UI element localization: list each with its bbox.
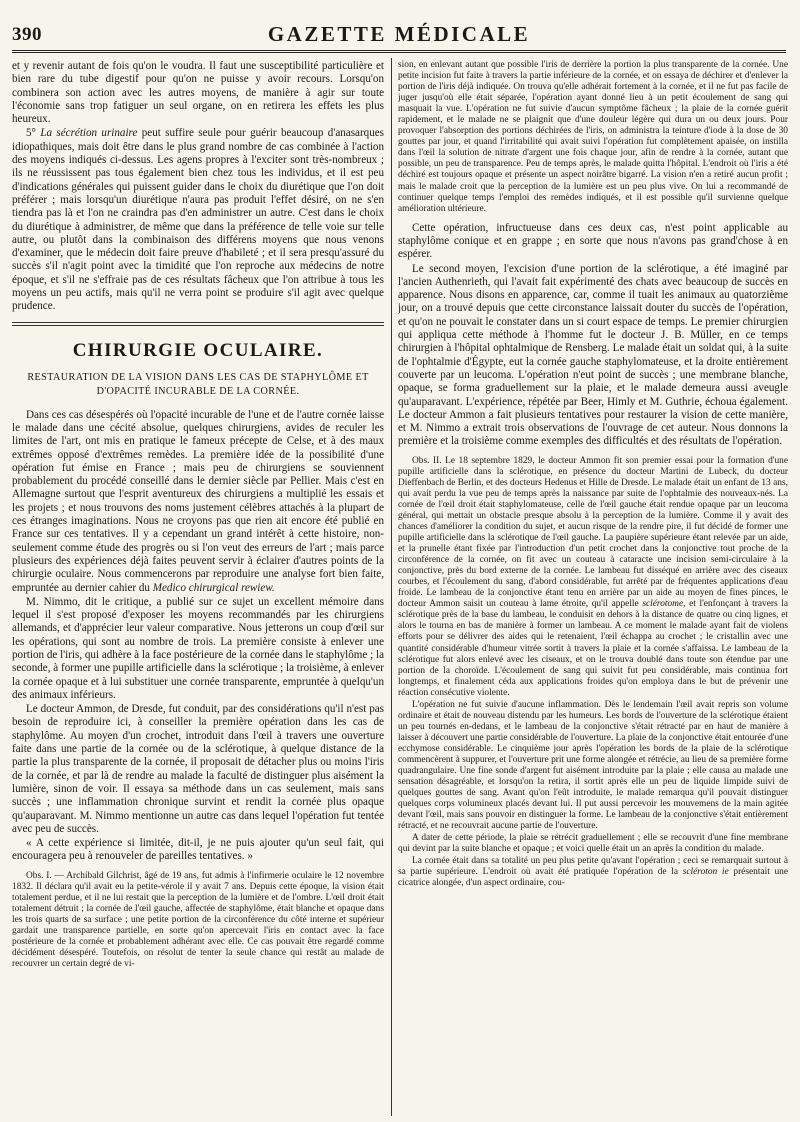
header-rule [12, 50, 786, 53]
italic-term: sclérotome, [642, 599, 686, 610]
observation-2-paragraph [398, 856, 788, 889]
journal-title: GAZETTE MÉDICALE [267, 22, 531, 46]
right-column [398, 60, 788, 1116]
paragraph-text: Obs. II. Le 18 septembre 1829, le docteur Ammon fit son premier essai pour la formation d'une pupille artificielle dans la sclérotique, en présence du docteur Martini de Lubeck, du docteur Dieffenbach de Berlin, et des docteurs Hedenus et Hille de Dresde. Le malade était un enfant de 13 ans, qui avait perdu la vue peu de temps après la naissance par suite de l'ophtalmie des nouveaux-nés. La cornée de l'œil droit était staphylomateuse, celle de l'œil gauche était rendue opaque par un leucoma général, qui mettait un obstacle presque absolu à la perception de la lumière. Comme il y avait des chances d'améliorer la condition du sujet, et aucun risque de la rendre pire, il fut décidé de former une pupille artificielle dans la sclérotique de l'œil gauche. La paupière supérieure étant relevée par un aide, et la prunelle étant fixée par l'introduction d'un petit crochet dans la conjonctive tout proche de la circonférence de la cornée, on fit avec un couteau à cataracte une incision semi-circulaire à la conjonctive, près du bord externe de la cornée. Le lambeau fut disséqué en arrière avec des ciseaux courbes, et l'écoulement du sang, d'abord considérable, fut arrêté par de fréquentes applications d'eau froide. Le lambeau de la conjonctive étant tenu en arrière par un aide au moyen de fines pinces, le docteur Ammon saisit un couteau à lame étroite, qu'il appelle [398, 455, 788, 610]
observation-1-continued: sion, en enlevant autant que possible l'iris de derrière la portion la plus transparente de la cornée. Une petite incision fut faite à travers la partie inférieure de la cornée, et on essaya de déchirer et d'enlever la portion de l'iris déjà indiquée. On trouva qu'elle adhérait fortement à la cornée, et il ne fut pas facile de juger jusqu'où elle était séparée, l'opération ayant donné lieu à un petit écoulement de sang qui masquait la vue. L'opération ne fut suivie d'aucun symptôme fâcheux ; la plaie de la cornée guérit rapidement, et le malade ne se plaignit que d'une douleur légère qui dura un ou deux jours. Pour provoquer l'absorption des portions déchirées de l'iris, on administra la teinture d'iode à la dose de 30 gouttes par jour, et quand l'irritabilité qui avait suivi l'opération fut complètement apaisée, on instilla dans l'œil la solution de nitrate d'argent une fois chaque jour, afin de rendre à la cornée, autant que possible, un peu de transparence. Peu de temps après, le malade quitta l'hôpital. L'endroit où l'iris a été déchiré est toujours opaque et présente un aspect noirâtre bigarré. La vision n'en a retiré aucun profit ; mais le malade croit que la perception de la lumière est un peu plus vive. On lui a recommandé de continuer quelque temps l'emploi des remèdes indiqués, et il est possible qu'il survienne quelque amélioration ultérieure. [398, 60, 788, 214]
paragraph: Le second moyen, l'excision d'une portion de la sclérotique, a été imaginé par l'ancien Authenrieth, qui l'avait fait expérimenté des chats avec beaucoup de succès en apparence. Nous disons en apparence, car, comme il tuait les animaux au quatorzième jour, on a trouvé depuis que cette circonstance laissait douter du succès de l'opération, et qu'on ne pouvait le constater dans un si court espace de temps. Le premier chirurgien qui appliqua cette méthode à l'homme fut le docteur J. B. Müller, en ce temps chirurgien à l'hôpital ophtalmique de Rensberg. Le malade était un soldat qui, à la suite de l'ophtalmie d'Égypte, eut la cornée gauche staphylomateuse, et la droite entièrement couverte par un leucoma. L'opération n'eut point de succès ; une membrane blanche, opaque, se forma graduellement sur la plaie, et le malade demeura aussi aveugle qu'auparavant. L'expérience, répétée par Beer, Himly et M. Guthrie, échoua également. Le docteur Ammon a fait plusieurs tentatives pour restaurer la vision de cette manière, et M. Nimmo a extrait trois observations de l'ouvrage de cet auteur. Nous donnons la première et la troisième comme exemples des difficultés et des résultats de l'opération. [398, 262, 788, 448]
section-separator [12, 322, 384, 326]
paragraph-text: et l'enfonçant à travers la sclérotique près de la base du lambeau, le conduisit en dehors à la distance de quatre ou cinq lignes, et alors le tourna en bas de manière à former un lambeau. A ce moment le malade ayant fait de violens efforts pour se délivrer des aides qui le retenaient, l'œil échappa au crochet ; le cristallin avec une quantité considérable d'humeur vitrée sortit à travers la plaie et la cornée s'affaissa. Le lambeau de la sclérotique fut alors enlevé avec les ciseaux, et on le trouva doublé dans toute son étendue par une portion de la choroïde. L'écoulement de sang qui suivit fut peu considérable, mais continua fort longtemps, et finalement céda aux applications froides qu'on employa dans le but de prévenir une réaction consécutive violente. [398, 599, 788, 698]
column-divider [391, 58, 392, 1116]
observation-2-paragraph: L'opération ne fut suivie d'aucune inflammation. Dès le lendemain l'œil avait repris son volume ordinaire et était de nouveau distendu par les humeurs. Les bords de l'ouverture de la sclérotique étaient un peu tournés en-dedans, et le lambeau de la conjonctive s'était rétracté par en haut de manière à laisser à découvert une partie considérable de l'ouverture. La plaie de la conjonctive était entourée d'une ecchymose considérable. Le cinquième jour après l'opération les bords de la plaie de la sclérotique commencèrent à suppurer, et l'ouverture prit une forme alongée et rétrécie, au lieu de sa première forme quadrangulaire. Une fine sonde d'argent fut aisément introduite par la plaie ; elle causa au malade une sensation désagréable, et lorsqu'on la retira, il sortit après elle un peu de liquide limpide suivi de quelques gouttes de sang. Avant qu'on l'eût introduite, le malade remarqua qu'il pouvait distinguer quelques corps volumineux placés devant lui. Il put aussi percevoir les mouvemens de la main agitée devant l'œil, mais sans pouvoir en distinguer la forme. Le lambeau de la conjonctive s'était entièrement rétracté, et ne recouvrait aucune partie de l'ouverture. [398, 699, 788, 832]
quote-paragraph: « A cette expérience si limitée, dit-il, je ne puis ajouter qu'un seul fait, qui encouragera peu à renouveler de pareilles tentatives. » [12, 837, 384, 863]
article-subtitle: RESTAURATION DE LA VISION DANS LES CAS DE STAPHYLÔME ET D'OPACITÉ INCURABLE DE LA CORNÉE. [27, 371, 369, 397]
italic-term: La sécrétion urinaire [40, 127, 138, 140]
paragraph: et y revenir autant de fois qu'on le voudra. Il faut une susceptibilité particulière et bien rare du tube digestif pour qu'on ne puisse y avoir recours. Lorsqu'on combinera son action avec les autres moyens, de manière à agir sur toute l'économie sans trop fatiguer un seul organe, on en retirera les effets les plus heureux. [12, 60, 384, 126]
paragraph-text: peut suffire seule pour guérir beaucoup d'anasarques idiopathiques, mais doit être dans le plus grand nombre de cas combinée à l'action des moyens indiqués ci-dessus. Les agens propres à l'exciter sont très-nombreux ; ils ne réussissent pas tous également bien chez tous les individus, et il est peu d'indications générales qui puissent guider dans le choix du diurétique que l'on doit préférer ; mais lorsqu'un diurétique n'aura pas produit l'effet désiré, on ne s'en tiendra pas là et l'on ne craindra pas d'en administrer un autre. C'est dans le choix du diurétique à administrer, de même que dans la préférence de telle voie sur telle autre, ou plutôt dans la combinaison des différens moyens que nous venons d'examiner, que le médecin doit faire preuve d'habileté ; et il sera presqu'assuré du succès s'il n'agit point avec la timidité que l'on reproche aux médecins de notre époque, et s'il ne s'effraie pas de ces résultats fâcheux que l'on attribue à tous les moyens un peu actifs, mais qu'il ne verra point se produire s'il agit avec quelque prudence. [12, 127, 384, 313]
observation-1: Obs. I. — Archibald Gilchrist, âgé de 19 ans, fut admis à l'infirmerie oculaire le 12 novembre 1832. Il déclara qu'il avait eu la petite-vérole il y avait 7 ans. Depuis cette époque, la vision était totalement perdue, et il ne lui restait que la perception de la lumière et de l'ombre. L'œil droit était totalement détruit ; la cornée de l'œil gauche, affectée de staphylôme, était blanche et opaque dans les trois quarts de sa surface ; une petite portion de la circonférence du côté interne et supérieur gardait une transparence partielle, en sorte qu'on apercevait l'iris en contact avec la face postérieure de la cornée et probablement adhérant avec elle. Ce cas pouvait être regardé comme décidément désespéré. Toutefois, on résolut de tenter la seule chance qui restât au malade de recouvrer un certain degré de vi- [12, 870, 384, 970]
observation-2 [398, 456, 788, 699]
page-header [12, 20, 786, 50]
observation-2-paragraph: A dater de cette période, la plaie se rétrécit graduellement ; elle se recouvrit d'une fine membrane qui devint par la suite blanche et opaque ; et voici quelle était un an après la condition du malade. [398, 833, 788, 855]
item-number: 5° [26, 127, 36, 140]
paragraph: Le docteur Ammon, de Dresde, fut conduit, par des considérations qu'il n'est pas besoin de reproduire ici, à conseiller la première opération dans les cas de staphylôme. Au moyen d'un crochet, introduit dans l'œil à travers une ouverture faite dans une partie de la cornée ou de la sclérotique, à quelque distance de la partie la plus transparente de la cornée, il proposait de détacher plus ou moins l'iris de la cornée, et par là de rendre au malade la faculté de distinguer plus aisément la lumière, sinon de voir. Il essaya sa méthode dans un cas seulement, mais sans succès ; une inflammation chronique survint et rendit la cornée plus opaque qu'auparavant. M. Nimmo mentionne un autre cas dans lequel l'opération fut tentée avec peu de succès. [12, 703, 384, 835]
paragraph-text: La cornée était dans sa totalité un peu plus petite qu'avant l'opération ; ceci se remarquait surtout à sa partie supérieure. L'endroit où avait été pratiquée l'opération de la [398, 856, 788, 878]
italic-title: Medico chirurgical rewiew. [152, 581, 275, 594]
paragraph-urinary [12, 127, 384, 313]
paragraph-text: Dans ces cas désespérés où l'opacité incurable de l'une et de l'autre cornée laisse le malade dans une cécité absolue, quelques chirurgiens, avides de reculer les limites de l'art, ont mis en pratique le fameux précepte de Celse, et à des maux extrêmes opposé d'extrêmes remèdes. La première idée de la possibilité d'une opération fut émise en France ; mais peu de chirurgiens se souviennent probablement du procédé conseillé dans le dernier siècle par Pellier. Mais c'est en Allemagne surtout que l'esprit aventureux des chirurgiens a multiplié les essais et les projets ; et nous trouvons des noms justement célèbres attachés à la plupart de ces étranges imaginations. Nous ne croyons pas que rien ait encore été publié en France sur ces tentatives. Il y a cependant un grand intérêt à cette histoire, non-seulement comme étude des progrès ou si l'on veut des erreurs de l'art ; mais parce plusieurs des expériences déjà faites peuvent servir à éclairer d'autres points de la chirurgie oculaire. Nous commencerons par reproduire une analyse fort bien faite, empruntée au dernier cahier du [12, 408, 384, 594]
section-title: CHIRURGIE OCULAIRE. [72, 339, 324, 361]
paragraph-text: présentait une cicatrice alongée, d'un aspect ordinaire, cou- [398, 867, 788, 889]
italic-term: scléroton ie [682, 867, 729, 878]
paragraph: M. Nimmo, dit le critique, a publié sur ce sujet un excellent mémoire dans lequel il s'est proposé d'exposer les moyens recommandés par les chirurgiens allemands, et d'apprécier leur valeur comparative. Nous jetterons un coup d'œil sur les opérations, qui sont au nombre de trois. La première consiste à enlever une portion de l'iris, qui adhère à la face postérieure de la cornée dans le staphylôme ; la seconde, à former une pupille artificielle dans la sclérotique ; la troisième, à enlever la cornée opaque et à lui substituer une cornée transparente, empruntée à quelqu'un des animaux inférieurs. [12, 595, 384, 701]
paragraph: Cette opération, infructueuse dans ces deux cas, n'est point applicable au staphylôme conique et en grappe ; en sorte que nous n'avons pas grand'chose à en espérer. [398, 221, 788, 261]
left-column [12, 60, 384, 1116]
page-number: 390 [12, 24, 42, 45]
paragraph [12, 409, 384, 595]
